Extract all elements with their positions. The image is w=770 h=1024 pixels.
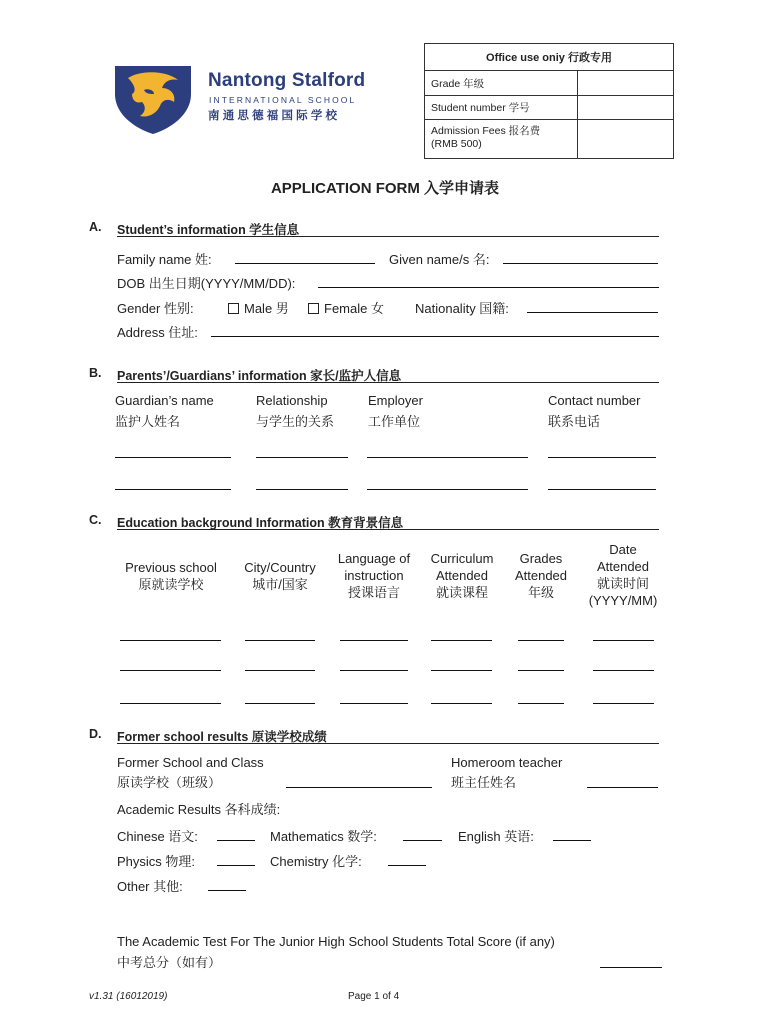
contact-number-field[interactable] [548,457,656,458]
address-field[interactable] [211,336,659,337]
employer-header: Employer [368,393,423,408]
city-country-field[interactable] [245,640,315,641]
given-name-label: Given name/s 名: [389,252,490,267]
relationship-header-cn: 与学生的关系 [256,414,335,429]
school-name-chinese: 南 通 思 德 福 国 际 学 校 [208,110,338,122]
homeroom-teacher-label: Homeroom teacher [451,755,563,770]
office-use-header: Office use oniy 行政专用 [486,52,612,64]
junior-high-test-score-field[interactable] [600,967,662,968]
office-use-box [424,43,674,159]
form-title: APPLICATION FORM 入学申请表 [270,180,500,197]
section-b-letter: B. [89,366,102,380]
contact-number-header-cn: 联系电话 [548,414,601,429]
mathematics-label: Mathematics 数学: [270,829,377,844]
office-fees-amount: (RMB 500) [431,138,482,150]
gender-male-option[interactable] [228,298,289,317]
physics-score-field[interactable] [217,865,255,866]
previous-school-field[interactable] [120,640,221,641]
nationality-label: Nationality 国籍: [415,301,509,316]
grades-field[interactable] [518,703,564,704]
page-number: Page 1 of 4 [348,991,400,1002]
chemistry-score-field[interactable] [388,865,426,866]
chinese-label: Chinese 语文: [117,829,198,844]
grades-header: Grades Attended 年级 [514,551,568,600]
date-attended-header: Date Attended 就读时间 (YYYY/MM) [588,542,658,608]
junior-high-test-label: The Academic Test For The Junior High School Students Total Score (if any) [117,934,555,949]
relationship-field[interactable] [256,489,348,490]
former-school-field[interactable] [286,787,432,788]
section-d-heading: Former school results 原读学校成绩 [117,730,327,744]
homeroom-teacher-field[interactable] [587,787,658,788]
chinese-score-field[interactable] [217,840,255,841]
mathematics-score-field[interactable] [403,840,442,841]
section-a-heading: Student’s information 学生信息 [117,223,300,237]
section-c-heading: Education background Information 教育背景信息 [117,516,404,530]
female-label: Female 女 [324,301,384,316]
language-field[interactable] [340,640,408,641]
language-field[interactable] [340,670,408,671]
city-country-header: City/Country 城市/国家 [244,560,316,592]
dob-label: DOB 出生日期(YYYY/MM/DD): [117,276,296,291]
contact-number-header: Contact number [548,393,641,408]
other-label: Other 其他: [117,879,183,894]
guardian-name-header-cn: 监护人姓名 [115,414,181,429]
language-field[interactable] [340,703,408,704]
academic-results-label: Academic Results 各科成绩: [117,802,281,817]
guardian-name-field[interactable] [115,489,231,490]
family-name-label: Family name 姓: [117,252,212,267]
city-country-field[interactable] [245,670,315,671]
physics-label: Physics 物理: [117,854,196,869]
male-label: Male 男 [244,301,289,316]
nationality-field[interactable] [527,312,658,313]
previous-school-header: Previous school 原就读学校 [125,560,217,592]
previous-school-field[interactable] [120,703,221,704]
lion-crest-icon [110,62,196,136]
gender-label: Gender 性别: [117,301,194,316]
guardian-name-header: Guardian’s name [115,393,214,408]
language-header: Language of instruction 授课语言 [337,551,411,600]
date-attended-field[interactable] [593,670,654,671]
section-a-letter: A. [89,220,102,234]
former-school-label: Former School and Class [117,755,264,770]
office-grade-label: Grade 年级 [431,78,485,90]
other-score-field[interactable] [208,890,246,891]
date-attended-field[interactable] [593,703,654,704]
employer-header-cn: 工作单位 [368,414,421,429]
school-name: Nantong Stalford [208,70,366,91]
school-subtitle: INTERNATIONAL SCHOOL [209,95,357,105]
section-c-letter: C. [89,513,102,527]
relationship-field[interactable] [256,457,348,458]
chemistry-label: Chemistry 化学: [270,854,362,869]
dob-field[interactable] [318,287,659,288]
homeroom-teacher-label-cn: 班主任姓名 [451,775,517,790]
grades-field[interactable] [518,670,564,671]
english-score-field[interactable] [553,840,591,841]
family-name-field[interactable] [235,263,375,264]
office-fees-label: Admission Fees 报名费 [431,125,541,137]
guardian-name-field[interactable] [115,457,231,458]
curriculum-field[interactable] [431,703,492,704]
junior-high-test-label-cn: 中考总分（如有） [117,955,222,970]
date-attended-field[interactable] [593,640,654,641]
relationship-header: Relationship [256,393,328,408]
curriculum-field[interactable] [431,670,492,671]
grades-field[interactable] [518,640,564,641]
male-checkbox[interactable] [228,303,239,314]
section-d-letter: D. [89,727,102,741]
section-b-heading: Parents’/Guardians’ information 家长/监护人信息 [117,369,402,383]
curriculum-field[interactable] [431,640,492,641]
previous-school-field[interactable] [120,670,221,671]
given-name-field[interactable] [503,263,658,264]
version-label: v1.31 (16012019) [89,991,168,1002]
english-label: English 英语: [458,829,534,844]
school-logo [110,62,196,136]
former-school-label-cn: 原读学校（班级） [117,775,222,790]
employer-field[interactable] [367,457,528,458]
employer-field[interactable] [367,489,528,490]
curriculum-header: Curriculum Attended 就读课程 [430,551,494,600]
gender-female-option[interactable] [308,298,384,317]
office-student-number-label: Student number 学号 [431,102,530,114]
female-checkbox[interactable] [308,303,319,314]
contact-number-field[interactable] [548,489,656,490]
address-label: Address 住址: [117,325,198,340]
city-country-field[interactable] [245,703,315,704]
